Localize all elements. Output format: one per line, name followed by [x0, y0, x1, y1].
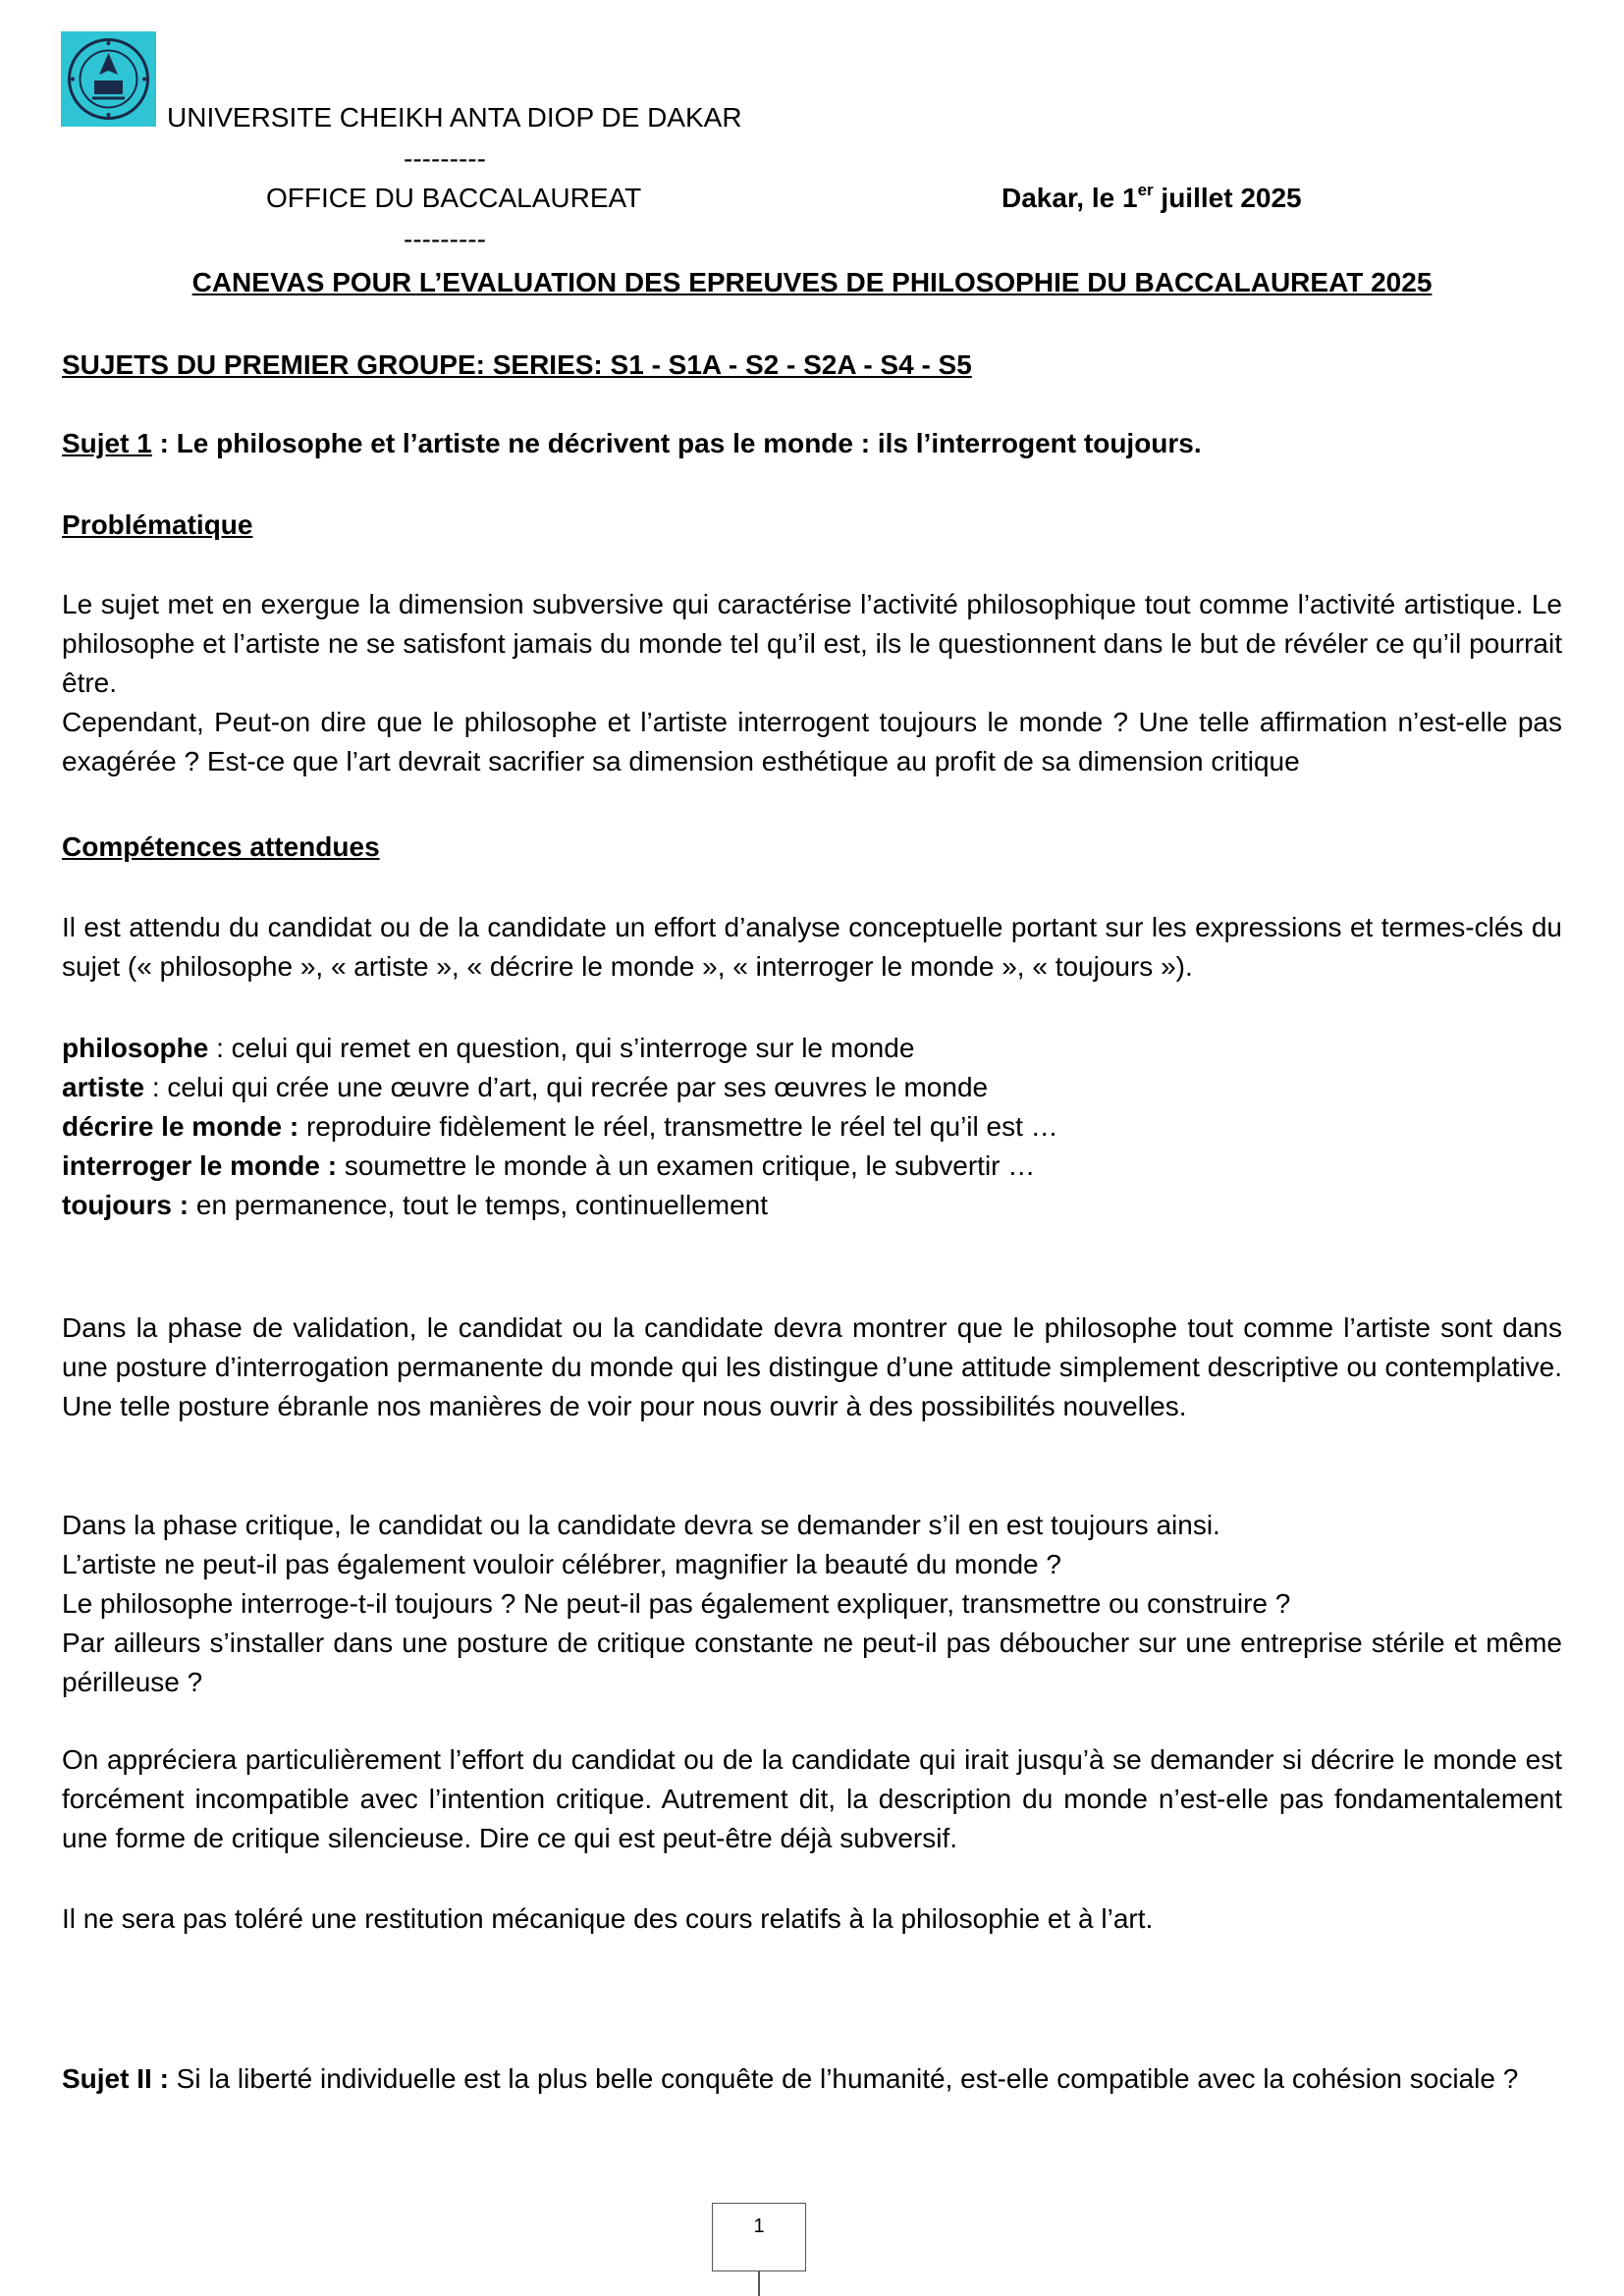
date-suffix: juillet 2025 [1153, 183, 1302, 213]
definition-term: philosophe [62, 1033, 209, 1063]
page-number-connector [758, 2271, 760, 2296]
page-number: 1 [712, 2203, 806, 2271]
definition-text: reproduire fidèlement le réel, transmettre le réel tel qu’il est … [305, 1111, 1058, 1142]
definition-term: artiste [62, 1072, 145, 1102]
date-prefix: Dakar, le 1 [1001, 183, 1138, 213]
problematique-paragraph [62, 585, 1562, 781]
problematique-heading: Problématique [62, 509, 253, 540]
definition-term: interroger le monde : [62, 1150, 338, 1181]
sujet-1-heading [62, 424, 1202, 463]
sujet-2-text: Si la liberté individuelle est la plus belle conquête de l’humanité, est-elle compatible avec la cohésion sociale ? [168, 2063, 1519, 2094]
definition-term: toujours : [62, 1190, 189, 1220]
definition-text: celui qui remet en question, qui s’interroge sur le monde [231, 1033, 915, 1063]
sujet-2-paragraph [62, 2059, 1562, 2099]
sujet-1-label: Sujet 1 [62, 428, 152, 458]
definition-term: décrire le monde : [62, 1111, 299, 1142]
definition-separator [298, 1111, 306, 1142]
definition-item [62, 1068, 1562, 1107]
group-title: SUJETS DU PREMIER GROUPE: SERIES: S1 - S1A - S2 - S2A - S4 - S5 [62, 349, 972, 380]
critique-line: Par ailleurs s’installer dans une posture de critique constante ne peut-il pas déboucher sur une entreprise stérile et même périlleuse ? [62, 1628, 1562, 1697]
definitions-list [62, 1029, 1562, 1225]
definition-item [62, 1186, 1562, 1225]
definition-text: en permanence, tout le temps, continuellement [195, 1190, 768, 1220]
definition-separator: : [144, 1072, 168, 1102]
definition-separator: : [208, 1033, 232, 1063]
validation-paragraph: Dans la phase de validation, le candidat ou la candidate devra montrer que le philosophe tout comme l’artiste sont dans une posture d’interrogation permanente du monde qui les distingue d’une attitude simplement descriptive ou contemplative. Une telle posture ébranle nos manières de voir pour nous ouvrir à des possibilités nouvelles. [62, 1312, 1562, 1421]
sujet-1-text: : Le philosophe et l’artiste ne décrivent pas le monde : ils l’interrogent toujours. [151, 428, 1202, 458]
date-superscript: er [1137, 181, 1154, 199]
definition-separator [189, 1190, 196, 1220]
definition-text: soumettre le monde à un examen critique, le subvertir … [344, 1150, 1036, 1181]
critique-paragraph [62, 1506, 1562, 1702]
definition-item [62, 1029, 1562, 1068]
problematique-text-1: Le sujet met en exergue la dimension subversive qui caractérise l’activité philosophique tout comme l’activité artistique. Le philosophe et l’artiste ne se satisfont jamais du monde tel qu’il est, ils le questionnent dans le but de révéler ce qu’il pourrait être. [62, 589, 1562, 698]
header-separator-2: --------- [404, 224, 486, 254]
office-name: OFFICE DU BACCALAUREAT [266, 183, 642, 213]
definition-item [62, 1147, 1562, 1186]
critique-line: Dans la phase critique, le candidat ou la candidate devra se demander s’il en est toujours ainsi. [62, 1510, 1220, 1540]
warning-paragraph: Il ne sera pas toléré une restitution mécanique des cours relatifs à la philosophie et à l’art. [62, 1903, 1154, 1934]
definition-text: celui qui crée une œuvre d’art, qui recrée par ses œuvres le monde [167, 1072, 989, 1102]
header-separator: --------- [404, 143, 486, 174]
critique-line: L’artiste ne peut-il pas également vouloir célébrer, magnifier la beauté du monde ? [62, 1549, 1061, 1579]
appreciation-paragraph: On appréciera particulièrement l’effort du candidat ou de la candidate qui irait jusqu’à se demander si décrire le monde est forcément incompatible avec l’intention critique. Autrement dit, la description du monde n’est-elle pas fondamentalement une forme de critique silencieuse. Dire ce qui est peut-être déjà subversif. [62, 1744, 1562, 1853]
definition-item [62, 1107, 1562, 1147]
competences-intro: Il est attendu du candidat ou de la candidate un effort d’analyse conceptuelle portant sur les expressions et termes-clés du sujet (« philosophe », « artiste », « décrire le monde », « interroger le monde », « toujours »). [62, 912, 1562, 982]
university-name: UNIVERSITE CHEIKH ANTA DIOP DE DAKAR [167, 102, 742, 133]
competences-heading: Compétences attendues [62, 831, 380, 862]
document-date [1001, 179, 1302, 218]
sujet-2-label: Sujet II : [62, 2063, 169, 2094]
problematique-text-2: Cependant, Peut-on dire que le philosophe et l’artiste interrogent toujours le monde ? Une telle affirmation n’est-elle pas exagérée ? Est-ce que l’art devrait sacrifier sa dimension esthétique au profit de sa dimension critique [62, 707, 1562, 776]
document-title: CANEVAS POUR L’EVALUATION DES EPREUVES DE PHILOSOPHIE DU BACCALAUREAT 2025 [191, 267, 1433, 297]
critique-line: Le philosophe interroge-t-il toujours ? Ne peut-il pas également expliquer, transmettre ou construire ? [62, 1588, 1291, 1619]
definition-separator [337, 1150, 345, 1181]
university-seal-icon [61, 31, 156, 127]
